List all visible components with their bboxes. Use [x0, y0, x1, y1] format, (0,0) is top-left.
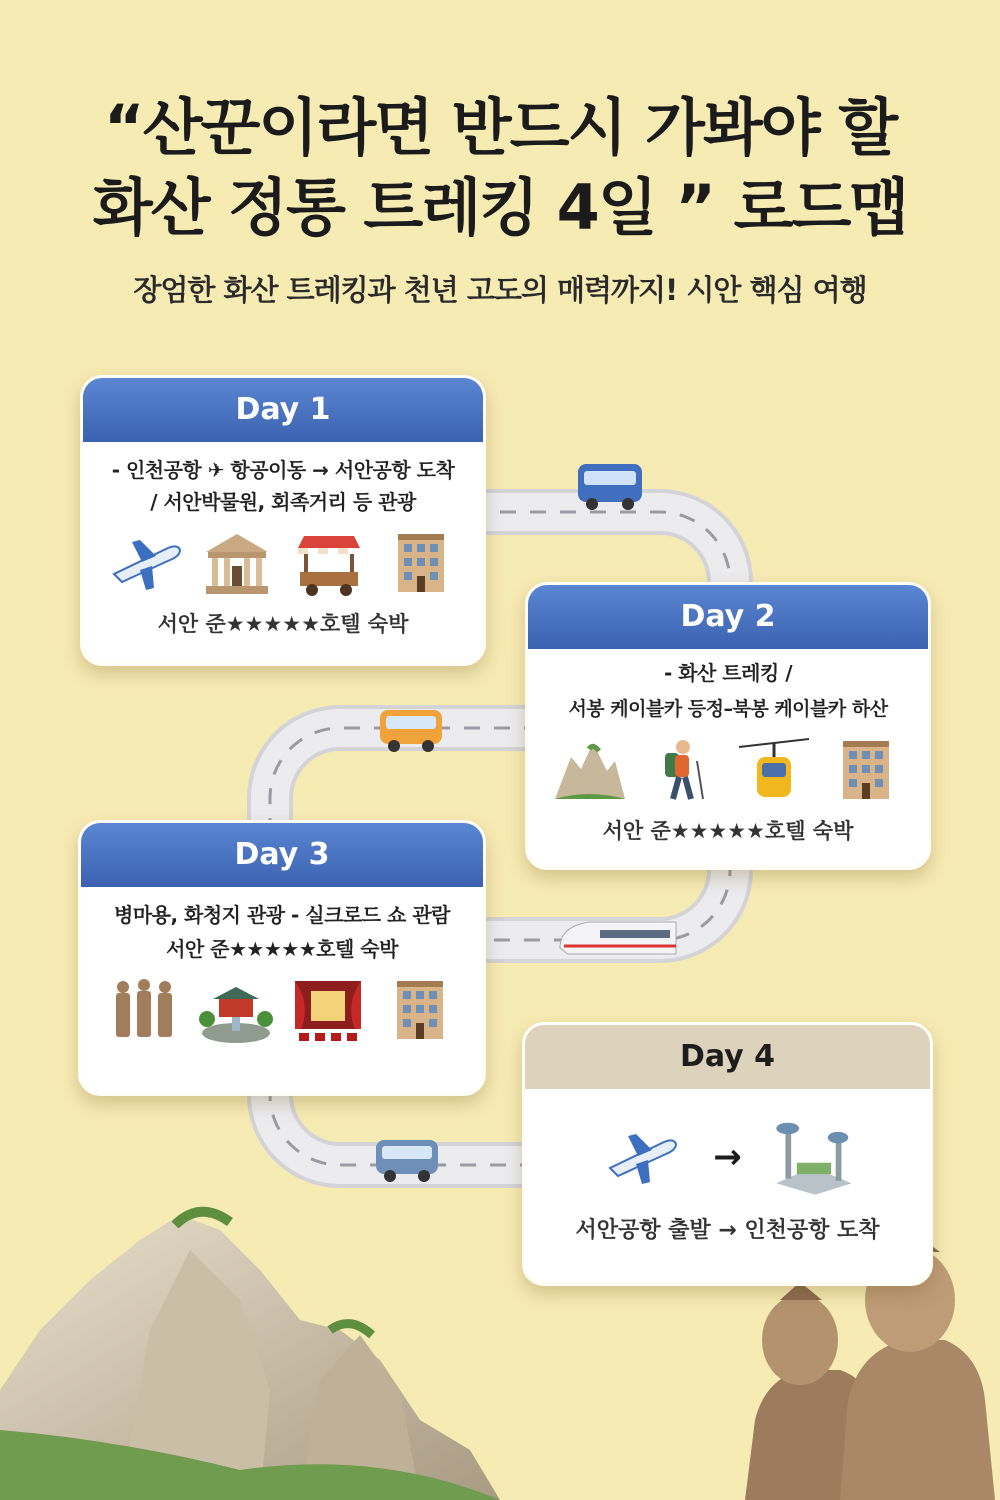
day4-route: 서안공항 출발 → 인천공항 도착 — [575, 1218, 880, 1243]
mountain-icon — [553, 735, 627, 805]
day1-line1: - 인천공항 ✈ 항공이동 → 서안공항 도착 — [111, 458, 455, 482]
airplane-icon — [593, 1122, 689, 1192]
food-stall-icon — [292, 528, 366, 598]
day3-card — [78, 820, 486, 1096]
hotel-icon — [383, 975, 457, 1045]
airplane-icon — [108, 528, 182, 598]
cable-car-icon — [737, 735, 811, 805]
day3-line2: 서안 준★★★★★호텔 숙박 — [166, 937, 398, 961]
day3-line1: 병마용, 화청지 관광 - 실크로드 쇼 관람 — [114, 903, 450, 927]
day4-arrow-icon: → — [713, 1137, 742, 1177]
airport-icon — [766, 1117, 862, 1197]
day2-stay: 서안 준★★★★★호텔 숙박 — [602, 819, 854, 843]
palace-icon — [199, 975, 273, 1045]
theater-stage-icon — [291, 975, 365, 1045]
museum-icon — [200, 528, 274, 598]
hotel-icon — [384, 528, 458, 598]
day1-stay: 서안 준★★★★★호텔 숙박 — [157, 612, 409, 636]
title-line-2: 화산 정통 트레킹 4일 ” 로드맵 — [92, 171, 908, 244]
day2-line2: 서봉 케이블카 등정–북봉 케이블카 하산 — [568, 698, 888, 720]
hiker-icon — [645, 735, 719, 805]
day3-header: Day 3 — [81, 823, 483, 887]
day1-header: Day 1 — [83, 378, 483, 442]
day4-header: Day 4 — [525, 1025, 930, 1089]
train-icon — [560, 922, 676, 954]
day4-card — [522, 1022, 933, 1286]
page-subtitle: 장엄한 화산 트레킹과 천년 고도의 매력까지! 시안 핵심 여행 — [133, 273, 867, 307]
title-line-1: “산꾼이라면 반드시 가봐야 할 — [103, 91, 897, 164]
day1-card — [80, 375, 486, 666]
terracotta-warriors-icon — [107, 975, 181, 1045]
day2-card — [525, 582, 931, 870]
day1-line2: / 서안박물원, 회족거리 등 관광 — [150, 490, 416, 514]
mountain-scenery — [0, 1212, 500, 1500]
day2-header: Day 2 — [528, 585, 928, 649]
hotel-icon — [829, 735, 903, 805]
day2-line1: - 화산 트레킹 / — [663, 661, 793, 685]
